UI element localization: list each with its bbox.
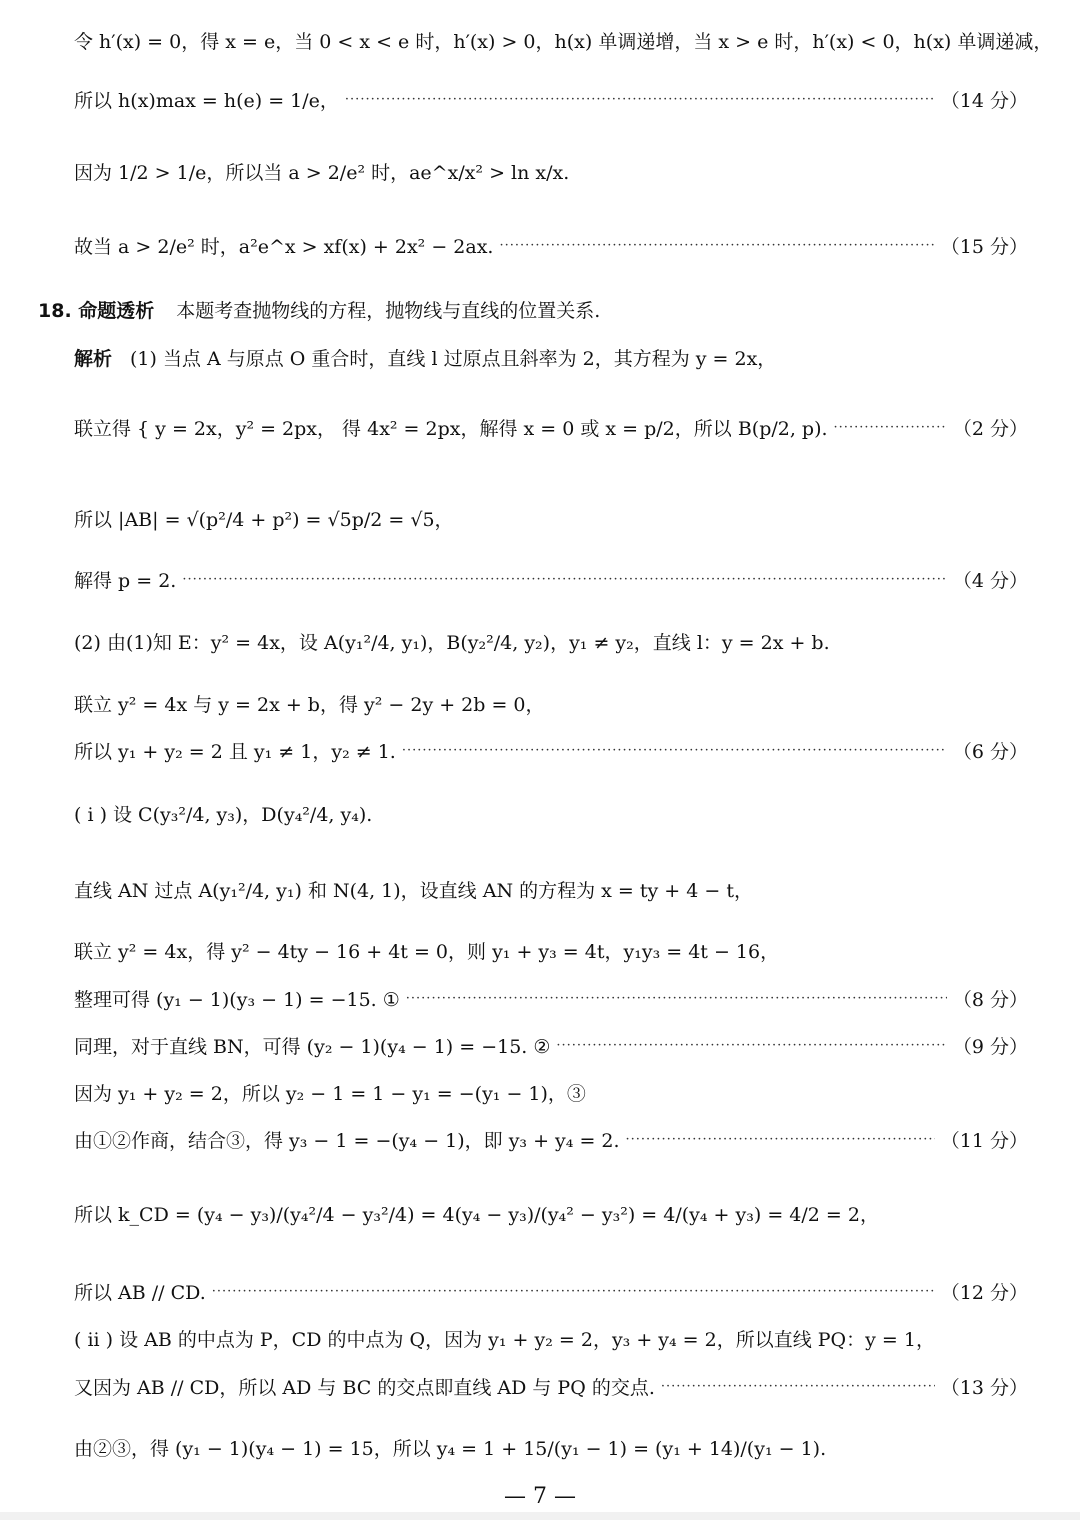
analysis-label: 解析 — [74, 348, 113, 370]
line-text: 整理可得 (y₁ − 1)(y₃ − 1) = −15. ① — [74, 989, 400, 1011]
dot-leader — [345, 92, 935, 107]
dot-leader — [834, 420, 947, 435]
text-line — [74, 1325, 1028, 1352]
dot-leader — [661, 1379, 935, 1394]
line-text: 联立 y² = 4x，得 y² − 4ty − 16 + 4t = 0，则 y₁ + y₃ = 4t，y₁y₃ = 4t − 16， — [74, 941, 780, 963]
text-line — [74, 27, 1053, 54]
line-text: 因为 1/2 > 1/e，所以当 a > 2/e² 时，ae^x/x² > ln x/x. — [74, 162, 570, 184]
score-label: （9 分） — [952, 1036, 1028, 1058]
dot-leader — [212, 1284, 935, 1299]
line-text: 直线 AN 过点 A(y₁²/4, y₁) 和 N(4, 1)，设直线 AN 的方程为 x = ty + 4 − t， — [74, 880, 753, 902]
question-header — [38, 296, 1028, 323]
page-bottom-band — [0, 1512, 1080, 1520]
text-line — [74, 737, 1028, 764]
line-text: 所以 k_CD = (y₄ − y₃)/(y₄²/4 − y₃²/4) = 4(y₄ − y₃)/(y₄² − y₃²) = 4/(y₄ + y₃) = 4/2 = 2， — [74, 1204, 879, 1226]
text-line — [74, 1126, 1028, 1153]
line-text: 由②③，得 (y₁ − 1)(y₄ − 1) = 15，所以 y₄ = 1 + 15/(y₁ − 1) = (y₁ + 14)/(y₁ − 1). — [74, 1438, 827, 1460]
text-line — [74, 1278, 1028, 1305]
text-line — [74, 566, 1028, 593]
line-text: ( i ) 设 C(y₃²/4, y₃)，D(y₄²/4, y₄). — [74, 804, 373, 826]
score-label: （2 分） — [952, 418, 1028, 440]
line-text: 联立 y² = 4x 与 y = 2x + b，得 y² − 2y + 2b = 0， — [74, 694, 545, 716]
score-label: （12 分） — [940, 1282, 1028, 1304]
line-text: 解得 p = 2. — [74, 570, 177, 592]
text-line — [74, 985, 1028, 1012]
score-label: （15 分） — [940, 236, 1028, 258]
text-line — [74, 1079, 1028, 1106]
text-line — [74, 414, 1028, 441]
line-text: 所以 |AB| = √(p²/4 + p²) = √5p/2 = √5， — [74, 509, 454, 531]
text-line — [74, 344, 1028, 371]
text-line — [74, 876, 1028, 903]
text-line — [74, 86, 1028, 113]
text-line — [74, 1032, 1028, 1059]
line-text: 由①②作商，结合③，得 y₃ − 1 = −(y₄ − 1)，即 y₃ + y₄ = 2. — [74, 1130, 620, 1152]
line-text: 故当 a > 2/e² 时，a²e^x > xf(x) + 2x² − 2ax. — [74, 236, 494, 258]
dot-leader — [182, 572, 947, 587]
dot-leader — [556, 1038, 946, 1053]
dot-leader — [402, 743, 947, 758]
page-number: — 7 — — [504, 1484, 576, 1509]
dot-leader — [499, 238, 934, 253]
dot-leader — [626, 1132, 935, 1147]
score-label: （6 分） — [952, 741, 1028, 763]
text-line — [74, 937, 1028, 964]
line-text: 本题考查抛物线的方程，抛物线与直线的位置关系. — [176, 300, 601, 322]
line-text: 同理，对于直线 BN，可得 (y₂ − 1)(y₄ − 1) = −15. ② — [74, 1036, 551, 1058]
text-line — [74, 232, 1028, 259]
question-number-title: 18. 命题透析 — [38, 300, 155, 322]
text-line — [74, 1373, 1028, 1400]
text-line — [74, 628, 1028, 655]
text-line — [74, 1200, 1028, 1227]
text-line — [74, 505, 1028, 532]
text-line — [74, 800, 1028, 827]
score-label: （14 分） — [940, 90, 1028, 112]
score-label: （8 分） — [952, 989, 1028, 1011]
line-text: 又因为 AB // CD，所以 AD 与 BC 的交点即直线 AD 与 PQ 的交点. — [74, 1377, 655, 1399]
line-text: 令 h′(x) = 0，得 x = e，当 0 < x < e 时，h′(x) > 0，h(x) 单调递增，当 x > e 时，h′(x) < 0，h(x) 单调递减， — [74, 31, 1053, 53]
line-text: ( ii ) 设 AB 的中点为 P，CD 的中点为 Q，因为 y₁ + y₂ = 2，y₃ + y₄ = 2，所以直线 PQ：y = 1， — [74, 1329, 935, 1351]
line-text: 所以 y₁ + y₂ = 2 且 y₁ ≠ 1，y₂ ≠ 1. — [74, 741, 396, 763]
line-text: (2) 由(1)知 E：y² = 4x，设 A(y₁²/4, y₁)，B(y₂²/4, y₂)，y₁ ≠ y₂，直线 l：y = 2x + b. — [74, 632, 830, 654]
score-label: （13 分） — [940, 1377, 1028, 1399]
line-text: 因为 y₁ + y₂ = 2，所以 y₂ − 1 = 1 − y₁ = −(y₁ − 1)，③ — [74, 1083, 586, 1105]
line-text: (1) 当点 A 与原点 O 重合时，直线 l 过原点且斜率为 2，其方程为 y = 2x， — [130, 348, 777, 370]
text-line — [74, 1434, 1028, 1461]
text-line — [74, 158, 1028, 185]
score-label: （4 分） — [952, 570, 1028, 592]
dot-leader — [406, 991, 947, 1006]
line-text: 所以 AB // CD. — [74, 1282, 206, 1304]
score-label: （11 分） — [940, 1130, 1028, 1152]
line-text: 所以 h(x)max = h(e) = 1/e， — [74, 90, 339, 112]
line-text: 联立得 { y = 2x，y² = 2px， 得 4x² = 2px，解得 x = 0 或 x = p/2，所以 B(p/2, p). — [74, 418, 828, 440]
text-line — [74, 690, 1028, 717]
